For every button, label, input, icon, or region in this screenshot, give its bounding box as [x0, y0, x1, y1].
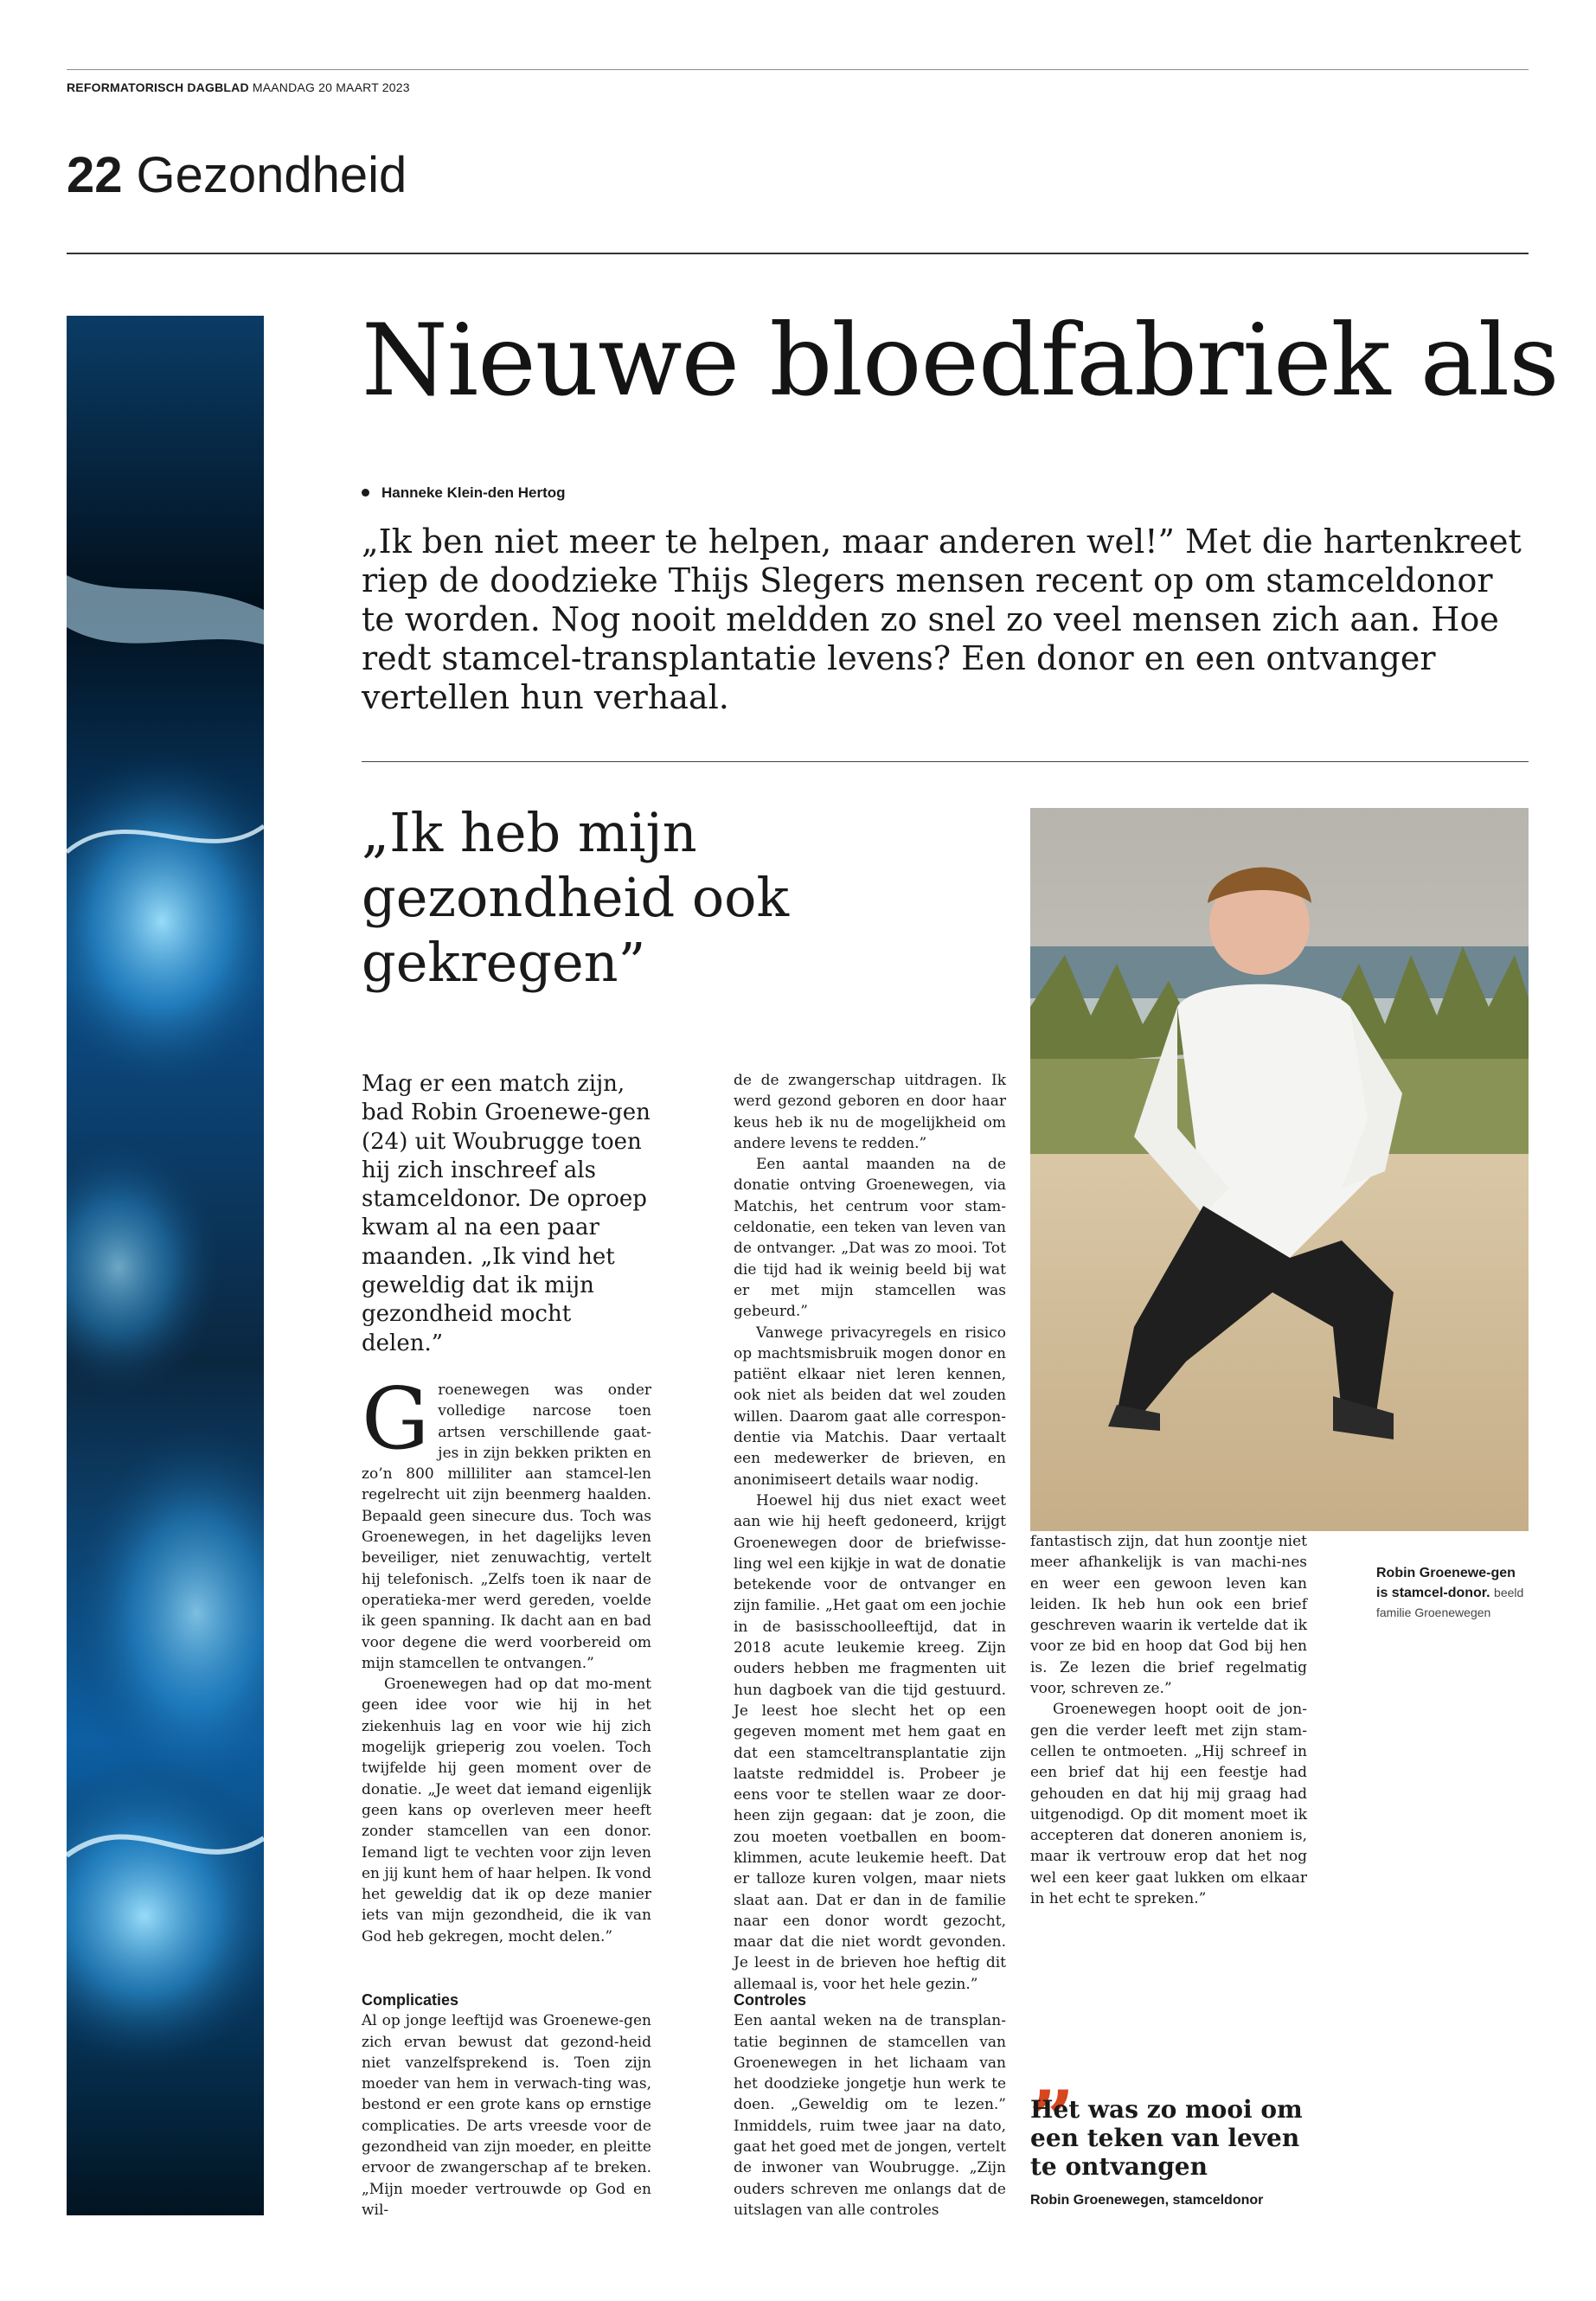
caption-text: Robin Groenewe-gen is stamcel-donor.: [1376, 1566, 1516, 1600]
paragraph: Groenewegen had op dat mo-ment geen idee voor wie hij in het ziekenhuis lag en voor wie hij zich mogelijk grieperig zou voelen. Toch twijfelde hij geen moment over de donatie. „Je weet dat iemand eigenlijk geen kans op overleven meer heeft zonder stamcellen van een donor. Iemand ligt te vechten voor zijn leven en jij kunt hem of haar helpen. Ik vond het geweldig dat ik op deze manier iets van mijn gezondheid, die ik van God heb gekregen, mocht delen.”: [362, 1676, 651, 1945]
paragraph: [362, 1370, 651, 1674]
portrait-photo: [1030, 808, 1529, 1531]
pull-quote-source: Robin Groenewegen, stamceldonor: [1030, 2193, 1264, 2208]
masthead: [67, 80, 410, 94]
intro-rule: [362, 761, 1529, 762]
article-column-1-continued: [362, 1990, 651, 2221]
article-column-1: [362, 1370, 651, 1947]
section-rule: [67, 253, 1529, 254]
article-column-2: [734, 1070, 1006, 1995]
byline: [362, 484, 566, 502]
pull-quote: Het was zo mooi om een teken van leven te ontvangen: [1030, 2095, 1303, 2181]
quote-mark-icon: „: [1030, 2028, 1076, 2121]
article-column-3: [1030, 1531, 1307, 1909]
author-name: Hanneke Klein-den Hertog: [381, 484, 566, 501]
paragraph: Vanwege privacyregels en risico op machtsmisbruik mogen donor en patiënt elkaar niet leren kennen, ook niet als beiden dat wel zouden willen. Daarom gaat alle correspon-dentie via Matchis. Daar vertaalt een medewerker de brieven, en anonimiseert details waar nodig.: [734, 1324, 1006, 1489]
paragraph: Een aantal maanden na de donatie ontving Groenewegen, via Matchis, het centrum voor stam-celdonatie, een teken van leven van de ontvanger. „Dat was zo mooi. Tot die tijd had ik weinig beeld bij wat er met mijn stamcellen was gebeurd.”: [734, 1156, 1006, 1321]
photo-caption: [1376, 1563, 1530, 1623]
subheading: Controles: [734, 1991, 807, 2009]
article-headline: Nieuwe bloedfabriek als: [362, 303, 1559, 418]
article-intro: „Ik ben niet meer te helpen, maar anderen wel!” Met die hartenkreet riep de doodzieke Thijs Slegers mensen recent op om stamceldonor te worden. Nog nooit meldden zo snel zo veel mensen zich aan. Hoe redt stamcel-transplantatie levens? Een donor en een ontvanger vertellen hun verhaal.: [362, 522, 1522, 716]
section-name: Gezondheid: [136, 147, 407, 203]
paragraph: Een aantal weken na de transplan-tatie beginnen de stamcellen van Groenewegen in het lichaam van het doodzieke jongetje hun werk te doen. „Geweldig om te lezen.” Inmiddels, ruim twee jaar na dato, gaat het goed met de jongen, vertelt de inwoner van Woubrugge. „Zijn ouders schreven me onlangs dat de uitslagen van alle controles: [734, 2012, 1006, 2219]
paragraph: Al op jonge leeftijd was Groenewe-gen zich ervan bewust dat gezond-heid niet vanzelfsprekend is. Toen zijn moeder van hem in verwach-ting was, bestond er een grote kans op ernstige complicaties. De arts vreesde voor de gezondheid van zijn moeder, en pleitte ervoor de zwangerschap af te breken. „Mijn moeder vertrouwde op God en wil-: [362, 2012, 651, 2219]
top-rule: [67, 69, 1529, 70]
paragraph-text: roenewegen was onder volledige narcose toen artsen verschillende gaat-jes in zijn bekken prikten en zo’n 800 milliliter aan stamcel-len regelrecht uit zijn beenmerg haalden. Bepaald geen sinecure dus. Toch was Groenewegen, in het dagelijks leven beveiliger, niet zenuwachtig, vertelt hij telefonisch. „Zelfs toen ik naar de operatieka-mer werd gereden, voelde ik geen spanning. Ik dacht aan en bad voor degene die werd voorbereid om mijn stamcellen te ontvangen.”: [362, 1381, 651, 1672]
paragraph: fantastisch zijn, dat hun zoontje niet meer afhankelijk is van machi-nes en weer een gewoon leven kan leiden. Ik heb hun ook een brief geschreven waarin ik vertelde dat ik voor ze bid en hoop dat God bij hen is. Ze lezen die brief regelmatig voor, schreven ze.”: [1030, 1533, 1307, 1698]
subheading: Complicaties: [362, 1991, 459, 2009]
article-column-2-continued: [734, 1990, 1006, 2221]
paragraph: Groenewegen hoopt ooit de jon-gen die verder leeft met zijn stam-cellen te ontmoeten. „Hij schreef in een brief dat hij een feestje had gehouden en dat hij mij graag had uitgenodigd. Op dit moment moet ik accepteren dat doneren anoniem is, maar ik vertrouw erop dat het nog wel een keer gaat lukken om elkaar in het echt te spreken.”: [1030, 1701, 1307, 1908]
bullet-icon: [362, 489, 369, 497]
paper-name: REFORMATORISCH DAGBLAD: [67, 80, 249, 94]
lede-paragraph: Mag er een match zijn, bad Robin Groenewe-gen (24) uit Woubrugge toen hij zich inschreef als stamceldonor. De oproep kwam al na een paar maanden. „Ik vind het geweldig dat ik mijn gezondheid mocht delen.”: [362, 1071, 651, 1356]
paragraph: de de zwangerschap uitdragen. Ik werd gezond geboren en door haar keus heb ik nu de mogelijkheid om andere levens te redden.”: [734, 1072, 1006, 1152]
issue-date: MAANDAG 20 MAART 2023: [252, 80, 410, 94]
paragraph: Hoewel hij dus niet exact weet aan wie hij heeft gedoneerd, krijgt Groenewegen door de briefwisse-ling wel een kijkje in wat de donatie betekende voor de ontvanger en zijn familie. „Het gaat om een jochie in de basisschoolleeftijd, dat in 2018 acute leukemie kreeg. Zijn ouders hebben me fragmenten uit hun dagboek van die tijd gestuurd. Je leest hoe slecht het op een gegeven moment met hem gaat en dat een stamceltransplantatie zijn laatste redmiddel is. Probeer je eens voor te stellen waar ze door-heen zijn gegaan: dat je zoon, die zou moeten voetballen en boom-klimmen, acute leukemie heeft. Dat er talloze kuren volgen, maar niets slaat aan. Dat er dan in de familie naar een donor wordt gezocht, maar dat die niet wordt gevonden. Je leest in de brieven hoe heftig dit allemaal is, voor het hele gezin.”: [734, 1491, 1006, 1993]
page-number: 22: [67, 147, 123, 203]
decorative-blue-image: [67, 316, 264, 2215]
drop-cap: G: [362, 1370, 430, 1469]
photo-credit: beeld familie Groenewegen: [1376, 1586, 1524, 1619]
quote-heading: „Ik heb mijn gezondheid ook gekregen”: [362, 801, 790, 994]
section-header: [67, 145, 407, 206]
abstract-water-illustration: [67, 316, 264, 2215]
photo-donor-on-dunes: [1030, 808, 1529, 1531]
